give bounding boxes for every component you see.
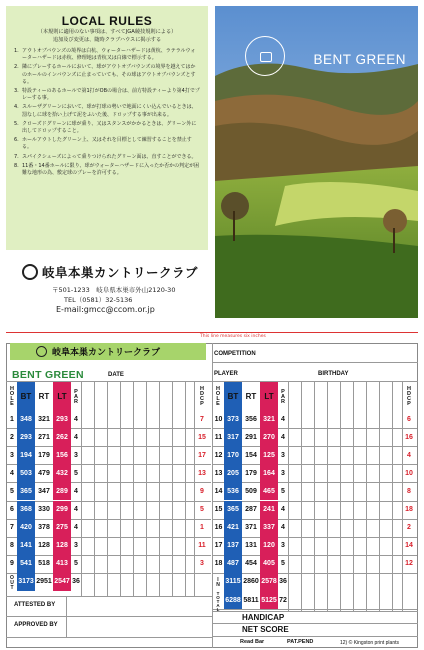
total-par: 72 xyxy=(279,596,287,604)
photo-title: BENT GREEN xyxy=(313,52,406,67)
lt-header: LT xyxy=(260,382,278,410)
hole-number: 3 xyxy=(10,451,14,459)
rt-yardage: 347 xyxy=(38,487,50,495)
course-name: BENT GREEN xyxy=(12,369,84,381)
par-value: 5 xyxy=(74,560,78,568)
in-par: 36 xyxy=(279,578,287,586)
bt-header: BT xyxy=(17,382,35,410)
par-value: 4 xyxy=(74,433,78,441)
rt-yardage: 291 xyxy=(245,433,257,441)
rule-item: 1. アウトオブバウンズの境界は白杭、ウォーターハザードは黄杭、ラテラルウォーターハザードは赤杭、修理地は青杭又は白線で標示する。 xyxy=(14,48,196,62)
local-rules-title: LOCAL RULES xyxy=(61,14,153,28)
scorecard-logo-icon xyxy=(36,346,47,357)
rule-item: 2. 隣にプレーするホールにおいて、球がアウトオブバウンズの境界を越えてはかのホールのインバウンズに止まっていても、その球はアウトオブバウンズとする。 xyxy=(14,64,196,85)
out-par: 36 xyxy=(72,578,80,586)
approved-label: APPROVED BY xyxy=(14,622,58,628)
rule-item: 7. スパイクシューズによって乗りつけられたグリーン面は、直すことができる。 xyxy=(14,153,197,160)
lt-yardage: 262 xyxy=(53,428,71,446)
rt-yardage: 479 xyxy=(38,469,50,477)
out-label: OUT xyxy=(9,574,15,590)
par-value: 4 xyxy=(281,524,285,532)
rt-yardage: 154 xyxy=(245,451,257,459)
hole-number: 2 xyxy=(10,433,14,441)
local-rules-box xyxy=(6,6,208,250)
hdcp-value: 1 xyxy=(200,524,204,532)
lt-yardage: 125 xyxy=(260,446,278,464)
out-rt: 2951 xyxy=(36,578,52,586)
hole-number: 9 xyxy=(10,560,14,568)
local-rules-list xyxy=(14,48,200,177)
read-bar-label: Read Bar xyxy=(240,639,265,645)
local-rules-panel xyxy=(6,6,208,318)
competition-label: COMPETITION xyxy=(214,351,256,357)
rt-yardage: 179 xyxy=(245,469,257,477)
hole-number: 17 xyxy=(214,542,223,550)
player-label: PLAYER xyxy=(214,371,238,377)
club-tel: TEL（0581）32-5136 xyxy=(64,296,133,304)
bt-yardage: 373 xyxy=(224,410,242,428)
total-bt: 6288 xyxy=(224,591,242,609)
par-header: PAR xyxy=(73,388,79,404)
bt-yardage: 368 xyxy=(17,501,35,519)
in-label: IN xyxy=(215,577,221,587)
club-name: 岐阜本巣カントリークラブ xyxy=(42,265,199,280)
par-value: 3 xyxy=(281,451,285,459)
total-lt: 5125 xyxy=(260,591,278,609)
print-credit: 12) © Kingston print plants xyxy=(340,640,399,646)
hdcp-value: 2 xyxy=(407,524,411,532)
hdcp-value: 4 xyxy=(407,451,411,459)
par-value: 3 xyxy=(281,542,285,550)
bt-yardage: 487 xyxy=(224,555,242,573)
handicap-label: HANDICAP xyxy=(242,613,285,622)
hdcp-value: 18 xyxy=(405,506,413,514)
bt-yardage: 421 xyxy=(224,519,242,537)
rt-yardage: 131 xyxy=(245,542,257,550)
rule-item: 6. ホールアウトしたグリーン上、又はそれを目標として練習することを禁止する。 xyxy=(14,137,192,151)
rt-yardage: 128 xyxy=(38,542,50,550)
rt-yardage: 271 xyxy=(38,433,50,441)
bt-yardage: 141 xyxy=(17,537,35,555)
club-email: E-mail:gmcc@ccom.or.jp xyxy=(56,305,155,314)
hole-number: 5 xyxy=(10,487,14,495)
bt-yardage: 365 xyxy=(17,482,35,500)
pat-pend-label: PAT.PEND xyxy=(287,639,314,645)
rule-item: 3. 特設ティーのあるホールで第1打がOBの場合は、前方特設ティーより第4打でプレーする事。 xyxy=(14,88,200,102)
lt-yardage: 275 xyxy=(53,519,71,537)
bt-yardage: 137 xyxy=(224,537,242,555)
par-value: 4 xyxy=(74,487,78,495)
rule-item: 5. クローズドグリーンに球が乗り、又はスタンスがかかるときは、グリーン外に出してドロップすること。 xyxy=(14,120,197,135)
local-rules-subtitle: （本規則に適用のない事項は、すべてJGA競技規則による） xyxy=(37,29,177,35)
rt-yardage: 454 xyxy=(245,560,257,568)
par-value: 4 xyxy=(281,506,285,514)
hole-number: 7 xyxy=(10,524,14,532)
scorecard-club-name: 岐阜本巣カントリークラブ xyxy=(52,348,161,358)
hole-header: HOLE xyxy=(215,386,221,406)
bt-yardage: 365 xyxy=(224,501,242,519)
club-emblem-icon xyxy=(245,36,285,76)
lt-yardage: 405 xyxy=(260,555,278,573)
out-lt: 2547 xyxy=(53,573,71,591)
lt-yardage: 432 xyxy=(53,464,71,482)
rt-yardage: 179 xyxy=(38,451,50,459)
lt-yardage: 337 xyxy=(260,519,278,537)
rule-item: 4. スルーザグリーンにおいて、球が打球の勢いで地面にくい込んでいるときは、罰なしに球を拾い上げて泥をふいた後、ドロップする事が出来る。 xyxy=(14,104,197,118)
par-value: 4 xyxy=(74,524,78,532)
hdcp-value: 14 xyxy=(405,542,413,550)
hdcp-value: 5 xyxy=(200,506,204,514)
hdcp-value: 16 xyxy=(405,433,413,441)
in-bt: 3115 xyxy=(224,573,242,591)
rt-yardage: 330 xyxy=(38,506,50,514)
out-bt: 3173 xyxy=(17,573,35,591)
club-address: 〒501-1233 岐阜県本巣市外山2120-30 xyxy=(52,286,176,294)
rt-yardage: 509 xyxy=(245,487,257,495)
birthday-label: BIRTHDAY xyxy=(318,371,349,377)
attested-label: ATTESTED BY xyxy=(14,602,56,608)
hole-number: 1 xyxy=(10,415,14,423)
in-rt: 2860 xyxy=(243,578,259,586)
hdcp-value: 15 xyxy=(198,433,206,441)
local-rules-note: 追加及び変更は、随時クラブハウスに掲示する xyxy=(52,37,162,43)
par-value: 3 xyxy=(74,451,78,459)
hdcp-value: 13 xyxy=(198,469,206,477)
par-value: 4 xyxy=(281,433,285,441)
bt-yardage: 170 xyxy=(224,446,242,464)
par-header: PAR xyxy=(280,388,286,404)
bt-yardage: 194 xyxy=(17,446,35,464)
rt-yardage: 287 xyxy=(245,506,257,514)
lt-yardage: 241 xyxy=(260,501,278,519)
lt-yardage: 299 xyxy=(53,501,71,519)
rt-yardage: 518 xyxy=(38,560,50,568)
bt-yardage: 348 xyxy=(17,410,35,428)
lt-yardage: 465 xyxy=(260,482,278,500)
hdcp-value: 6 xyxy=(407,415,411,423)
bt-yardage: 420 xyxy=(17,519,35,537)
hole-number: 18 xyxy=(214,560,223,568)
hole-number: 8 xyxy=(10,542,14,550)
hole-number: 11 xyxy=(214,433,223,441)
in-lt: 2578 xyxy=(260,573,278,591)
net-score-label: NET SCORE xyxy=(242,625,289,634)
par-value: 4 xyxy=(74,506,78,514)
hdcp-value: 7 xyxy=(200,415,204,423)
bt-yardage: 317 xyxy=(224,428,242,446)
hdcp-value: 3 xyxy=(200,560,204,568)
bt-yardage: 536 xyxy=(224,482,242,500)
lt-yardage: 164 xyxy=(260,464,278,482)
course-photo xyxy=(215,6,418,318)
lt-yardage: 413 xyxy=(53,555,71,573)
bt-yardage: 541 xyxy=(17,555,35,573)
measure-line xyxy=(6,332,418,333)
bt-yardage: 293 xyxy=(17,428,35,446)
hole-number: 13 xyxy=(214,469,223,477)
hole-number: 6 xyxy=(10,506,14,514)
lt-yardage: 128 xyxy=(53,537,71,555)
hdcp-value: 8 xyxy=(407,487,411,495)
club-logo-icon xyxy=(22,264,38,280)
lt-yardage: 156 xyxy=(53,446,71,464)
rt-yardage: 356 xyxy=(245,415,257,423)
hdcp-value: 17 xyxy=(198,451,206,459)
hdcp-header: HDCP xyxy=(199,386,205,406)
date-label: DATE xyxy=(108,372,124,378)
hdcp-value: 12 xyxy=(405,560,413,568)
emblem-mark-icon xyxy=(260,52,272,62)
total-label: TOTAL xyxy=(215,591,221,611)
bt-yardage: 205 xyxy=(224,464,242,482)
lt-yardage: 293 xyxy=(53,410,71,428)
par-value: 3 xyxy=(74,542,78,550)
rule-item: 8. 11番・14番ホールに限り、球がウォーターハザードに入ったか否かの判定が困難な地形の為、敷定球のプレーを許可する。 xyxy=(14,162,200,177)
total-rt: 5811 xyxy=(243,596,259,604)
measure-text: This line measures six inches xyxy=(200,334,266,339)
par-value: 3 xyxy=(281,469,285,477)
lt-header: LT xyxy=(53,382,71,410)
rt-yardage: 378 xyxy=(38,524,50,532)
par-value: 5 xyxy=(74,469,78,477)
hdcp-header: HDCP xyxy=(406,386,412,406)
bt-header: BT xyxy=(224,382,242,410)
rt-header: RT xyxy=(38,391,50,401)
hole-header: HOLE xyxy=(9,386,15,406)
rt-yardage: 321 xyxy=(38,415,50,423)
par-value: 5 xyxy=(281,487,285,495)
hole-number: 15 xyxy=(214,506,223,514)
lt-yardage: 120 xyxy=(260,537,278,555)
lt-yardage: 289 xyxy=(53,482,71,500)
hole-number: 12 xyxy=(214,451,223,459)
par-value: 5 xyxy=(281,560,285,568)
hdcp-value: 9 xyxy=(200,487,204,495)
rt-header: RT xyxy=(245,391,257,401)
lt-yardage: 321 xyxy=(260,410,278,428)
par-value: 4 xyxy=(74,415,78,423)
par-value: 4 xyxy=(281,415,285,423)
bt-yardage: 503 xyxy=(17,464,35,482)
hdcp-value: 11 xyxy=(198,542,206,550)
hole-number: 16 xyxy=(214,524,223,532)
hole-number: 10 xyxy=(214,415,223,423)
lt-yardage: 270 xyxy=(260,428,278,446)
hole-number: 4 xyxy=(10,469,14,477)
hdcp-value: 10 xyxy=(405,469,413,477)
rt-yardage: 371 xyxy=(245,524,257,532)
hole-number: 14 xyxy=(214,487,223,495)
